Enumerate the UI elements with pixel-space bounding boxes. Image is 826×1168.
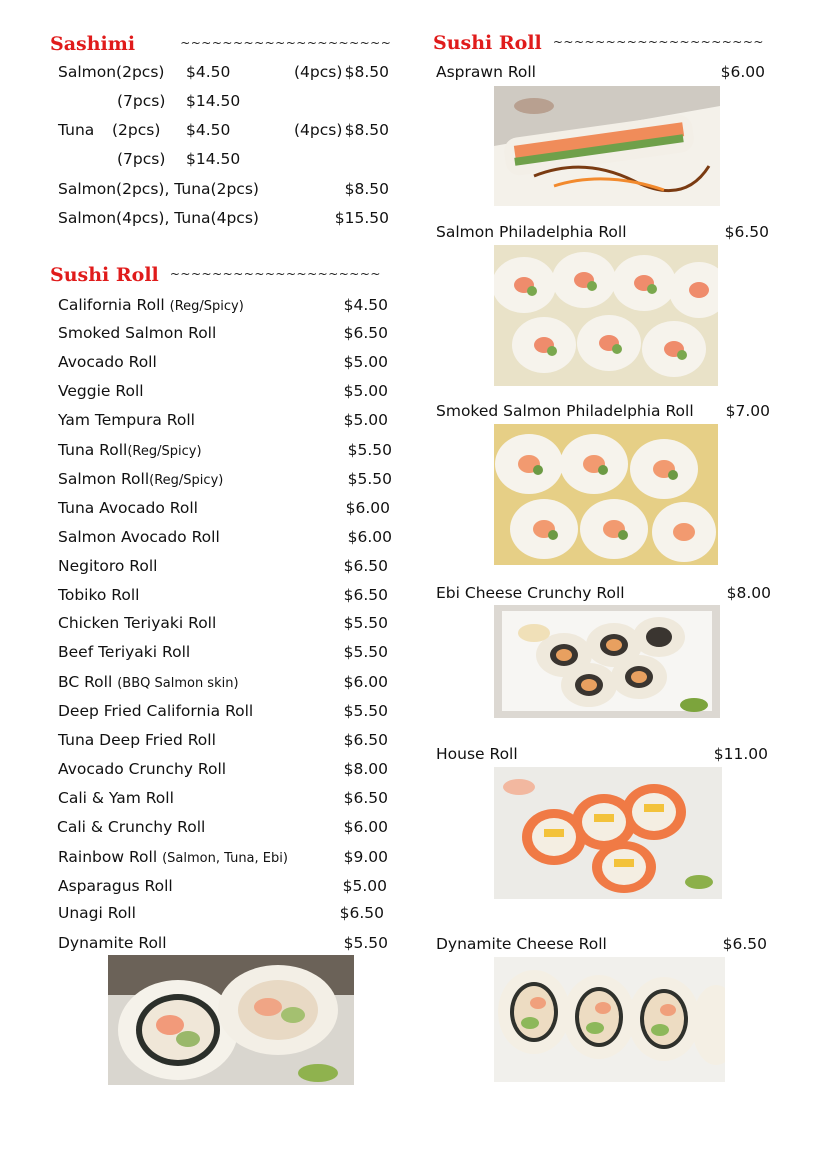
menu-item-name: Tobiko Roll (58, 586, 140, 604)
sushi-roll-right-header (433, 32, 764, 54)
menu-item-name: Smoked Salmon Philadelphia Roll (436, 402, 694, 420)
menu-item-price: $6.00 (347, 528, 392, 546)
menu-item-name: Asparagus Roll (58, 877, 173, 895)
menu-item-price: $6.50 (339, 904, 384, 922)
menu-item-name: Tuna Deep Fried Roll (58, 731, 216, 749)
sashimi-price: $14.50 (186, 150, 241, 168)
menu-item-price: $5.50 (343, 702, 388, 720)
menu-item-name: Asprawn Roll (436, 63, 536, 81)
menu-item-price: $5.00 (342, 877, 387, 895)
sushi-roll-right-title: Sushi Roll (433, 32, 542, 54)
menu-item-price: $6.50 (343, 324, 388, 342)
menu-item-name: Beef Teriyaki Roll (58, 643, 191, 661)
sashimi-row: Tuna (58, 121, 95, 139)
menu-item-price: $6.50 (343, 789, 388, 807)
ebi-cheese-crunchy-roll-photo (494, 605, 720, 718)
menu-item-name: Rainbow Roll (Salmon, Tuna, Ebi) (58, 848, 288, 866)
sushi-roll-left-title: Sushi Roll (50, 264, 159, 286)
menu-item-name: Tuna Avocado Roll (58, 499, 198, 517)
menu-item-name: Dynamite Roll (58, 934, 167, 952)
sashimi-divider: ~~~~~~~~~~~~~~~~~~~~ (180, 36, 392, 50)
menu-item-price: $6.00 (343, 818, 388, 836)
menu-item-price: $6.50 (343, 557, 388, 575)
sashimi-row: Salmon(2pcs) (58, 63, 165, 81)
menu-item-name: Avocado Crunchy Roll (58, 760, 227, 778)
sashimi-qty: (4pcs) (294, 63, 343, 81)
sushi-roll-left-header (50, 264, 381, 286)
menu-item-note: (Reg/Spicy) (127, 444, 202, 459)
sashimi-qty: (2pcs) (112, 121, 161, 139)
menu-item-price: $5.50 (347, 470, 392, 488)
menu-item-price: $8.00 (726, 584, 771, 602)
menu-item-price: $6.00 (720, 63, 765, 81)
menu-item-name: Salmon Philadelphia Roll (436, 223, 627, 241)
menu-item-note: (Reg/Spicy) (149, 473, 224, 488)
menu-item-name: California Roll (Reg/Spicy) (58, 296, 244, 314)
menu-item-name: BC Roll (BBQ Salmon skin) (58, 673, 239, 691)
smoked-salmon-philadelphia-roll-photo (494, 424, 718, 565)
menu-item-price: $6.00 (343, 673, 388, 691)
menu-item-price: $5.50 (343, 934, 388, 952)
menu-item-price: $6.50 (722, 935, 767, 953)
sushi-roll-right-divider: ~~~~~~~~~~~~~~~~~~~~ (552, 35, 764, 49)
menu-item-price: $5.00 (343, 382, 388, 400)
menu-item-price: $11.00 (713, 745, 768, 763)
sashimi-price: $15.50 (334, 209, 389, 227)
menu-item-price: $6.50 (724, 223, 769, 241)
menu-item-note: (Reg/Spicy) (169, 299, 244, 314)
menu-item-name: Unagi Roll (58, 904, 136, 922)
salmon-philadelphia-roll-photo (494, 245, 718, 386)
sashimi-price: $14.50 (186, 92, 241, 110)
menu-item-price: $6.50 (343, 731, 388, 749)
sashimi-title: Sashimi (50, 33, 136, 55)
sashimi-qty: (7pcs) (117, 150, 166, 168)
asprawn-roll-photo (494, 86, 720, 206)
dynamite-roll-photo (108, 955, 354, 1085)
menu-item-name: Salmon Avocado Roll (58, 528, 220, 546)
menu-item-price: $5.50 (343, 614, 388, 632)
menu-item-name: Smoked Salmon Roll (58, 324, 217, 342)
sashimi-qty: (7pcs) (117, 92, 166, 110)
menu-item-name: Chicken Teriyaki Roll (58, 614, 217, 632)
menu-item-price: $8.00 (343, 760, 388, 778)
house-roll-photo (494, 767, 722, 899)
menu-item-price: $9.00 (343, 848, 388, 866)
menu-item-name: Tuna Roll(Reg/Spicy) (58, 441, 202, 459)
menu-item-name: Cali & Crunchy Roll (57, 818, 206, 836)
menu-item-price: $5.50 (343, 643, 388, 661)
menu-item-price: $7.00 (725, 402, 770, 420)
menu-item-price: $5.00 (343, 411, 388, 429)
menu-item-price: $6.00 (345, 499, 390, 517)
menu-item-name: Dynamite Cheese Roll (436, 935, 607, 953)
menu-item-price: $4.50 (343, 296, 388, 314)
sashimi-price: $4.50 (186, 63, 231, 81)
menu-item-name: Veggie Roll (58, 382, 144, 400)
dynamite-cheese-roll-photo (494, 957, 725, 1082)
sashimi-price: $8.50 (344, 180, 389, 198)
menu-item-price: $5.50 (347, 441, 392, 459)
sashimi-qty: (4pcs) (294, 121, 343, 139)
sashimi-row: Salmon(4pcs), Tuna(4pcs) (58, 209, 259, 227)
menu-item-price: $6.50 (343, 586, 388, 604)
sashimi-row: Salmon(2pcs), Tuna(2pcs) (58, 180, 259, 198)
menu-item-name: Cali & Yam Roll (58, 789, 174, 807)
sashimi-price: $8.50 (344, 63, 389, 81)
menu-item-name: Deep Fried California Roll (58, 702, 254, 720)
sashimi-price: $4.50 (186, 121, 231, 139)
sushi-roll-left-divider: ~~~~~~~~~~~~~~~~~~~~ (169, 267, 381, 281)
menu-item-price: $5.00 (343, 353, 388, 371)
menu-item-name: Ebi Cheese Crunchy Roll (436, 584, 625, 602)
menu-item-name: Salmon Roll(Reg/Spicy) (58, 470, 224, 488)
menu-item-note: (Salmon, Tuna, Ebi) (162, 851, 288, 866)
menu-item-name: House Roll (436, 745, 518, 763)
sashimi-price: $8.50 (344, 121, 389, 139)
sashimi-header (50, 33, 391, 55)
menu-item-name: Yam Tempura Roll (58, 411, 195, 429)
menu-item-note: (BBQ Salmon skin) (117, 676, 239, 691)
menu-item-name: Avocado Roll (58, 353, 157, 371)
menu-item-name: Negitoro Roll (58, 557, 158, 575)
